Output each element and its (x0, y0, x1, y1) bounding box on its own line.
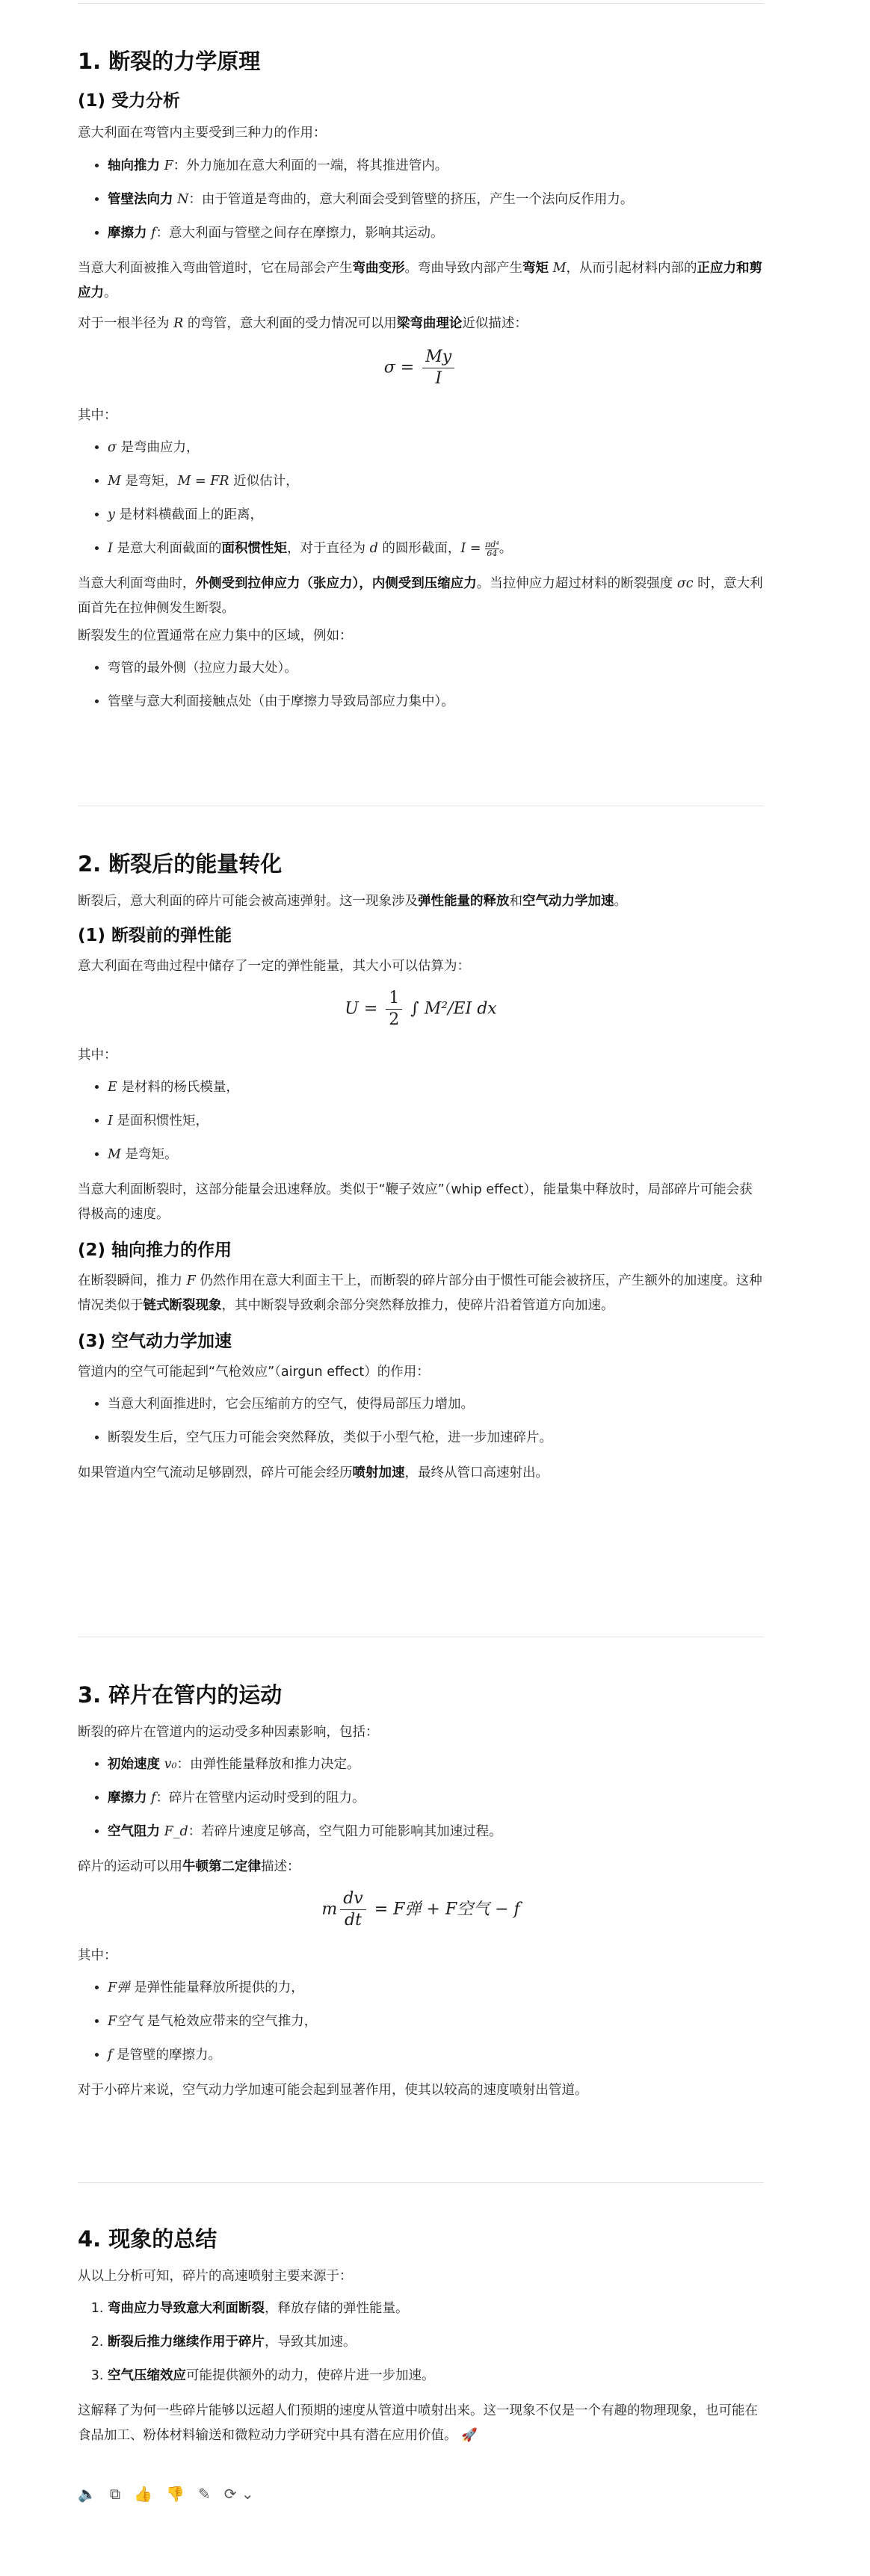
thumbs-up-icon[interactable]: 👍 (134, 2485, 153, 2503)
subsection-title: (1) 断裂前的弹性能 (78, 926, 232, 945)
subsection-title: (1) 受力分析 (78, 91, 181, 111)
list-item: • σ 是弯曲应力， (108, 437, 764, 458)
list-item: • I 是意大利面截面的面积惯性矩，对于直径为 d 的圆形截面，I = $\frac{\text{πd⁴}}{64}$ 。 (108, 538, 764, 559)
paragraph: 这解释了为何一些碎片能够以远超人们预期的速度从管道中喷射出来。这一现象不仅是一个有趣的物理现象，也可能在食品加工、粉体材料输送和微粒动力学研究中具有潜在应用价值。 🚀 (78, 2403, 758, 2443)
airgun-list (78, 1394, 764, 1448)
paragraph: 从以上分析可知，碎片的高速喷射主要来源于： (78, 2269, 353, 2284)
list-item: • 空气阻力 F_d：若碎片速度足够高，空气阻力可能影响其加速过程。 (108, 1821, 764, 1842)
list-item: • 初始速度 v₀：由弹性能量释放和推力决定。 (108, 1754, 764, 1775)
list-item: • f 是管壁的摩擦力。 (108, 2045, 764, 2066)
edit-icon[interactable]: ✎ (198, 2485, 211, 2503)
read-aloud-icon[interactable]: 🔈 (78, 2485, 96, 2503)
paragraph: 其中： (78, 1048, 117, 1063)
paragraph: 意大利面在弯曲过程中储存了一定的弹性能量，其大小可以估算为： (78, 959, 470, 974)
section-summary (78, 2224, 764, 2448)
paragraph: 断裂的碎片在管道内的运动受多种因素影响，包括： (78, 1725, 379, 1740)
section-title: 4. 现象的总结 (78, 2226, 218, 2252)
paragraph: 对于小碎片来说，空气动力学加速可能会起到显著作用，使其以较高的速度喷射出管道。 (78, 2083, 588, 2098)
paragraph: 当意大利面断裂时，这部分能量会迅速释放。类似于“鞭子效应”（whip effect），能量集中释放时，局部碎片可能会获得极高的速度。 (78, 1182, 753, 1222)
elastic-energy-equation: U = $\frac{1}{2}$ ∫ M²/EI dx (345, 989, 497, 1029)
summary-list (78, 2298, 764, 2386)
paragraph: 如果管道内空气流动足够剧烈，碎片可能会经历喷射加速，最终从管口高速射出。 (78, 1465, 549, 1480)
top-divider (78, 3, 764, 4)
thumbs-down-icon[interactable]: 👎 (166, 2485, 185, 2503)
section-divider (78, 2182, 764, 2183)
factor-list (78, 1754, 764, 1842)
location-list (78, 658, 764, 712)
list-item: • 管壁与意大利面接触点处（由于摩擦力导致局部应力集中）。 (108, 691, 764, 712)
regenerate-icon[interactable]: ⟳ ⌄ (223, 2485, 254, 2503)
section-title: 3. 碎片在管内的运动 (78, 1682, 283, 1708)
section-motion (78, 1680, 764, 2103)
section-title: 2. 断裂后的能量转化 (78, 851, 283, 877)
list-item: • M 是弯矩，M = FR 近似估计， (108, 471, 764, 492)
section-mechanics (78, 46, 764, 725)
list-item: • M 是弯矩。 (108, 1144, 764, 1165)
variable-list (78, 437, 764, 559)
copy-icon[interactable]: ⧉ (109, 2485, 121, 2503)
message-actions (78, 2485, 254, 2503)
paragraph: 断裂后，意大利面的碎片可能会被高速弹射。这一现象涉及弹性能量的释放和空气动力学加速。 (78, 894, 627, 909)
paragraph: 其中： (78, 408, 117, 423)
list-item: • 弯管的最外侧（拉应力最大处）。 (108, 658, 764, 679)
list-item: • y 是材料横截面上的距离， (108, 504, 764, 525)
list-item: 1. 弯曲应力导致意大利面断裂，释放存储的弹性能量。 (108, 2298, 764, 2319)
list-item: • 摩擦力 f：碎片在管壁内运动时受到的阻力。 (108, 1788, 764, 1809)
list-item: • 断裂发生后，空气压力可能会突然释放，类似于小型气枪，进一步加速碎片。 (108, 1427, 764, 1448)
list-item: 2. 断裂后推力继续作用于碎片，导致其加速。 (108, 2332, 764, 2353)
variable-list (78, 1977, 764, 2066)
list-item: • I 是面积惯性矩， (108, 1111, 764, 1131)
variable-list (78, 1077, 764, 1165)
newton-equation: m $\frac{dv}{dt}$ = F弹 + F空气 − f (321, 1889, 520, 1930)
list-item: • 当意大利面推进时，它会压缩前方的空气，使得局部压力增加。 (108, 1394, 764, 1415)
section-title: 1. 断裂的力学原理 (78, 49, 261, 74)
paragraph: 对于一根半径为 R 的弯管，意大利面的受力情况可以用梁弯曲理论近似描述： (78, 316, 528, 331)
paragraph: 其中： (78, 1948, 117, 1963)
paragraph: 碎片的运动可以用牛顿第二定律描述： (78, 1859, 300, 1874)
subsection-title: (2) 轴向推力的作用 (78, 1241, 232, 1260)
list-item: • 摩擦力 f：意大利面与管壁之间存在摩擦力，影响其运动。 (108, 223, 764, 244)
list-item: • E 是材料的杨氏模量， (108, 1077, 764, 1098)
list-item: • F空气 是气枪效应带来的空气推力， (108, 2011, 764, 2032)
paragraph: 在断裂瞬间，推力 F 仍然作用在意大利面主干上，而断裂的碎片部分由于惯性可能会被挤压，产生额外的加速度。这种情况类似于链式断裂现象，其中断裂导致剩余部分突然释放推力，使碎片沿着管道方向加速。 (78, 1273, 762, 1313)
bending-stress-equation: σ = $\frac{My}{I}$ (78, 347, 764, 396)
list-item: • 轴向推力 F：外力施加在意大利面的一端，将其推进管内。 (108, 155, 764, 176)
force-list (78, 155, 764, 244)
list-item: • F弹 是弹性能量释放所提供的力， (108, 1977, 764, 1998)
section-energy (78, 849, 764, 1486)
paragraph: 管道内的空气可能起到“气枪效应”（airgun effect）的作用： (78, 1365, 430, 1380)
paragraph: 当意大利面弯曲时，外侧受到拉伸应力（张应力），内侧受到压缩应力。当拉伸应力超过材料的断裂强度 σc 时，意大利面首先在拉伸侧发生断裂。 (78, 576, 763, 616)
list-item: 3. 空气压缩效应可能提供额外的动力，使碎片进一步加速。 (108, 2365, 764, 2386)
paragraph: 意大利面在弯管内主要受到三种力的作用： (78, 126, 327, 140)
subsection-title: (3) 空气动力学加速 (78, 1332, 232, 1351)
paragraph: 当意大利面被推入弯曲管道时，它在局部会产生弯曲变形。弯曲导致内部产生弯矩 M，从而引起材料内部的正应力和剪应力。 (78, 261, 762, 300)
list-item: • 管壁法向力 N：由于管道是弯曲的，意大利面会受到管壁的挤压，产生一个法向反作用力。 (108, 189, 764, 210)
paragraph: 断裂发生的位置通常在应力集中的区域，例如： (78, 628, 353, 643)
